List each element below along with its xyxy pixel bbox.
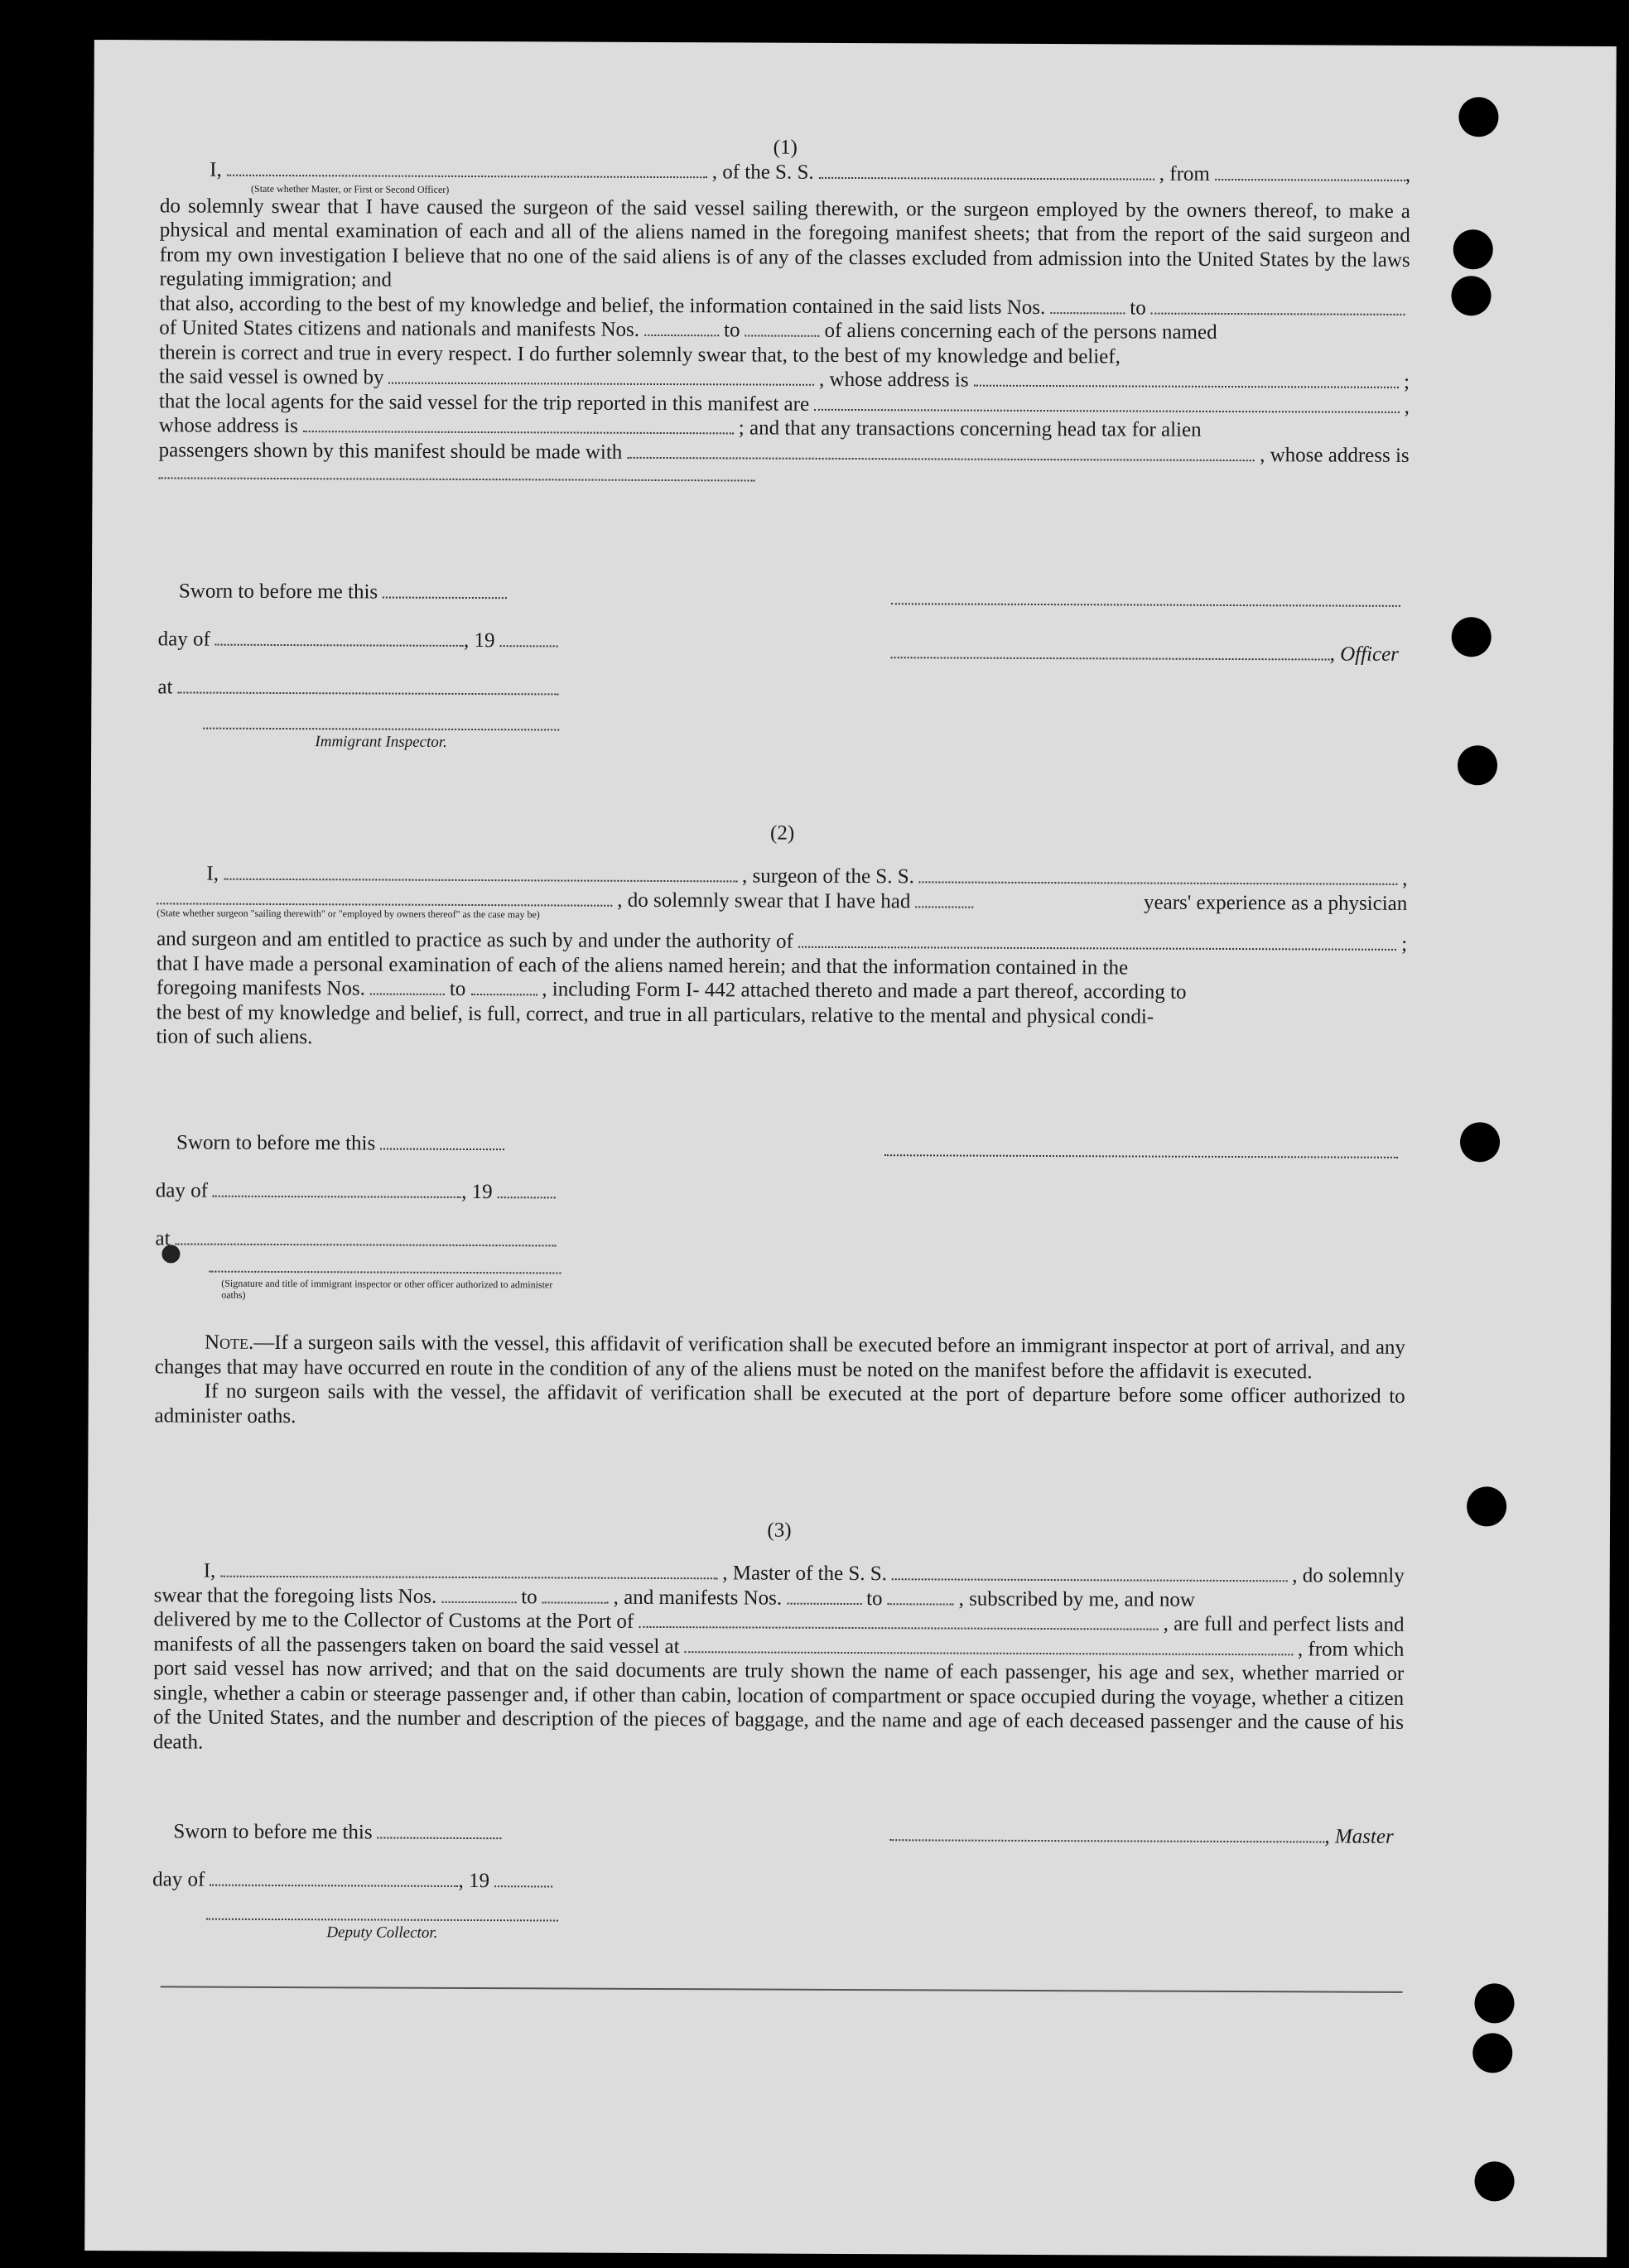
punch-hole [1467, 1486, 1506, 1526]
note-text: —If a surgeon sails with the vessel, this affidavit of verification shall be executed before an immigrant inspector at port of arrival, and any changes that may have occurred en route in the condition of any of the aliens must be noted on the manifest before the affidavit is executed. [154, 1331, 1406, 1383]
surgeon-name-field[interactable] [224, 864, 737, 883]
surgeon-manifests-to-field[interactable] [470, 979, 537, 995]
inspector-caption: Immigrant Inspector. [315, 733, 447, 751]
text-of-ss: , of the S. S. [711, 161, 814, 184]
from-port-field[interactable] [1215, 164, 1405, 181]
head-tax-contact-field[interactable] [627, 441, 1255, 460]
sworn-year-field[interactable] [500, 630, 558, 647]
inspector-signature-line[interactable] [203, 728, 559, 731]
boarding-port-field[interactable] [685, 1636, 1293, 1655]
manifests-to-field[interactable] [745, 320, 819, 336]
s3-manifests-from-field[interactable] [787, 1587, 861, 1604]
owner-address-field[interactable] [974, 370, 1400, 388]
authority-field[interactable] [798, 932, 1396, 951]
punch-hole [1458, 97, 1498, 137]
section-number: (1) [773, 136, 798, 159]
s3-sworn-month-field[interactable] [210, 1870, 459, 1887]
master-signature-line[interactable] [889, 1824, 1324, 1842]
note-label: Note. [204, 1331, 254, 1354]
punch-hole [1458, 745, 1497, 785]
punch-hole [1460, 1122, 1500, 1162]
lists-to-field[interactable] [1151, 297, 1405, 315]
s3-lists-to-field[interactable] [542, 1587, 609, 1603]
master-name-field[interactable] [227, 160, 707, 179]
master-caption: , Master [1324, 1825, 1394, 1848]
s2-sworn-month-field[interactable] [213, 1181, 461, 1198]
customs-port-field[interactable] [639, 1611, 1158, 1630]
affidavit-master: (1) I, , of the S. S. , from , (State whether Master, or First or Second Officer) do solemnly swear that I have caused the surgeon of the said vessel sailing therewith, or the surgeon employed by the owners thereof, to make a physical and mental examination of each and all of the aliens named in the foregoing manifest sheets; that from the report of the said surgeon and from my own investigation I believe that no one of the said aliens is of any of the classes excluded from admission into the United States by the laws regulating immigration; and that also, according to the best of my knowledge and belief, the information contained in the said lists Nos. to of United States citizens and nationals and manifests Nos. to of aliens concerning each of the persons named therein is correct and true in every respect. I do further solemnly swear that, to the best of my knowledge and belief, the said vessel is owned by , whose address is ; that the local agents for the said vessel for the trip reported in this manifest are , whose address is ; and that any transactions concerning head tax for alien passengers shown by this manifest should be made with , whose address is Sworn to before me this day of , 19 at Immigrant Inspector. , Officer [159, 132, 1411, 484]
officer-signature-line-1[interactable] [891, 583, 1400, 607]
manifests-from-field[interactable] [644, 320, 719, 336]
sworn-place-field[interactable] [178, 677, 559, 695]
customs-oath-text: port said vessel has now arrived; and that on the said documents are truly shown the name of each passenger, his age and sex, whether married or single, whether a cabin or steerage passenger and, if other than cabin, location of compartment or space occupied during the voyage, whether a citizen of the United States, and the number and description of the pieces of baggage, and the name and age of each deceased passenger and the cause of his death. [152, 1657, 1405, 1754]
note-text-2: If no surgeon sails with the vessel, the affidavit of verification shall be executed at the port of departure before some officer authorized to administer oaths. [154, 1380, 1405, 1428]
surgeon-signature-line[interactable] [884, 1134, 1398, 1158]
punch-hole [1472, 2033, 1512, 2073]
s3-vessel-field[interactable] [892, 1563, 1287, 1582]
punch-hole [1452, 617, 1492, 657]
surgeon-manifests-from-field[interactable] [370, 978, 445, 994]
surgeon-vessel-field[interactable] [919, 866, 1397, 885]
s2-sworn-date-field[interactable] [380, 1134, 504, 1151]
agents-field[interactable] [814, 393, 1400, 412]
owner-field[interactable] [389, 368, 815, 386]
s3-lists-from-field[interactable] [441, 1586, 516, 1602]
master-note: (State whether Master, or First or Second Officer) [251, 182, 450, 195]
affidavit-master-customs: (3) I, , Master of the S. S. , do solemnly swear that the foregoing lists Nos. to , and manifests Nos. to , subscribed by me, and now delivered by me to the Collector of Customs at the Port of , are full and perfect lists and manifests of all the passengers taken on board the said vessel at , from which port said vessel has now arrived; and that on the said documents are truly shown the name of each passenger, his age and sex, whether married or single, whether a cabin or steerage passenger and, if other than cabin, location of compartment or space occupied during the voyage, whether a citizen of the United States, and the number and description of the pieces of baggage, and the name and age of each deceased passenger and the cause of his death. Sworn to before me this day of , 19 , Master Deputy Collector. [153, 1515, 1405, 1760]
years-experience-field[interactable] [915, 891, 973, 908]
s3-manifests-to-field[interactable] [888, 1588, 954, 1605]
punch-hole [1451, 276, 1491, 315]
section-number: (3) [767, 1519, 792, 1542]
bottom-rule [161, 1986, 1403, 1993]
agents-address-field[interactable] [303, 416, 734, 434]
collector-signature-line[interactable] [206, 1919, 558, 1922]
punch-hole [1474, 1983, 1514, 2023]
sworn-date-field[interactable] [383, 582, 507, 600]
section-number: (2) [770, 821, 795, 845]
sworn-month-field[interactable] [215, 629, 464, 647]
punch-hole [1453, 229, 1493, 269]
s2-sworn-place-field[interactable] [176, 1228, 557, 1246]
document-page [84, 40, 1617, 2257]
s2-inspector-signature-line[interactable] [209, 1271, 561, 1274]
officer-caption: , Officer [1329, 643, 1399, 666]
lists-from-field[interactable] [1050, 297, 1125, 314]
s3-master-name-field[interactable] [220, 1561, 717, 1580]
s3-sworn-year-field[interactable] [494, 1871, 552, 1887]
surgeon-status-field[interactable] [157, 888, 612, 906]
text-from: , from [1159, 162, 1210, 185]
surgeon-note: (State whether surgeon "sailing therewith" or "employed by owners thereof" as the case may be) [157, 907, 540, 921]
s2-signature-note: (Signature and title of immigrant inspector or other officer authorized to administer oaths) [221, 1277, 553, 1301]
collector-caption: Deputy Collector. [326, 1924, 438, 1942]
text-i: I, [210, 158, 222, 181]
master-oath-text: do solemnly swear that I have caused the surgeon of the said vessel sailing therewith, or the surgeon employed by the owners thereof, to make a physical and mental examination of each and all of the aliens named in the foregoing manifest sheets; that from the report of the said surgeon and from my own investigation I believe that no one of the said aliens is of any of the classes excluded from admission into the United States by the laws regulating immigration; and [159, 194, 1411, 291]
head-tax-address-field[interactable] [159, 462, 755, 481]
affidavit-surgeon: (2) I, , surgeon of the S. S. , , do solemnly swear that I have had years' experience as a physician (State whether surgeon "sailing therewith" or "employed by owners thereof" as the case may be) and surgeon and am entitled to practice as such by and under the authority of ; that I have made a personal examination of each of the aliens named herein; and that the information contained in the foregoing manifests Nos. to , including Form I- 442 attached thereto and made a part thereof, according to the best of my knowledge and belief, is full, correct, and true in all particulars, relative to the mental and physical condi- tion of such aliens. Sworn to before me this day of , 19 at (Signature and title of immigrant inspector or other officer authorized to administer oaths) Note.—If a surgeon sails with the vessel, this affidavit of verification shall be executed before an immigrant inspector at port of arrival, and any changes that may have occurred en route in the condition of any of the aliens must be noted on the manifest before the affidavit is executed. If no surgeon sails with the vessel, the affidavit of verification shall be executed at the port of departure before some officer authorized to administer oaths. [157, 818, 1408, 1054]
officer-signature-line-2[interactable] [891, 642, 1330, 660]
vessel-name-field[interactable] [819, 162, 1154, 181]
punch-hole [1474, 2161, 1514, 2201]
s2-sworn-year-field[interactable] [498, 1182, 556, 1198]
s3-sworn-date-field[interactable] [378, 1823, 502, 1840]
